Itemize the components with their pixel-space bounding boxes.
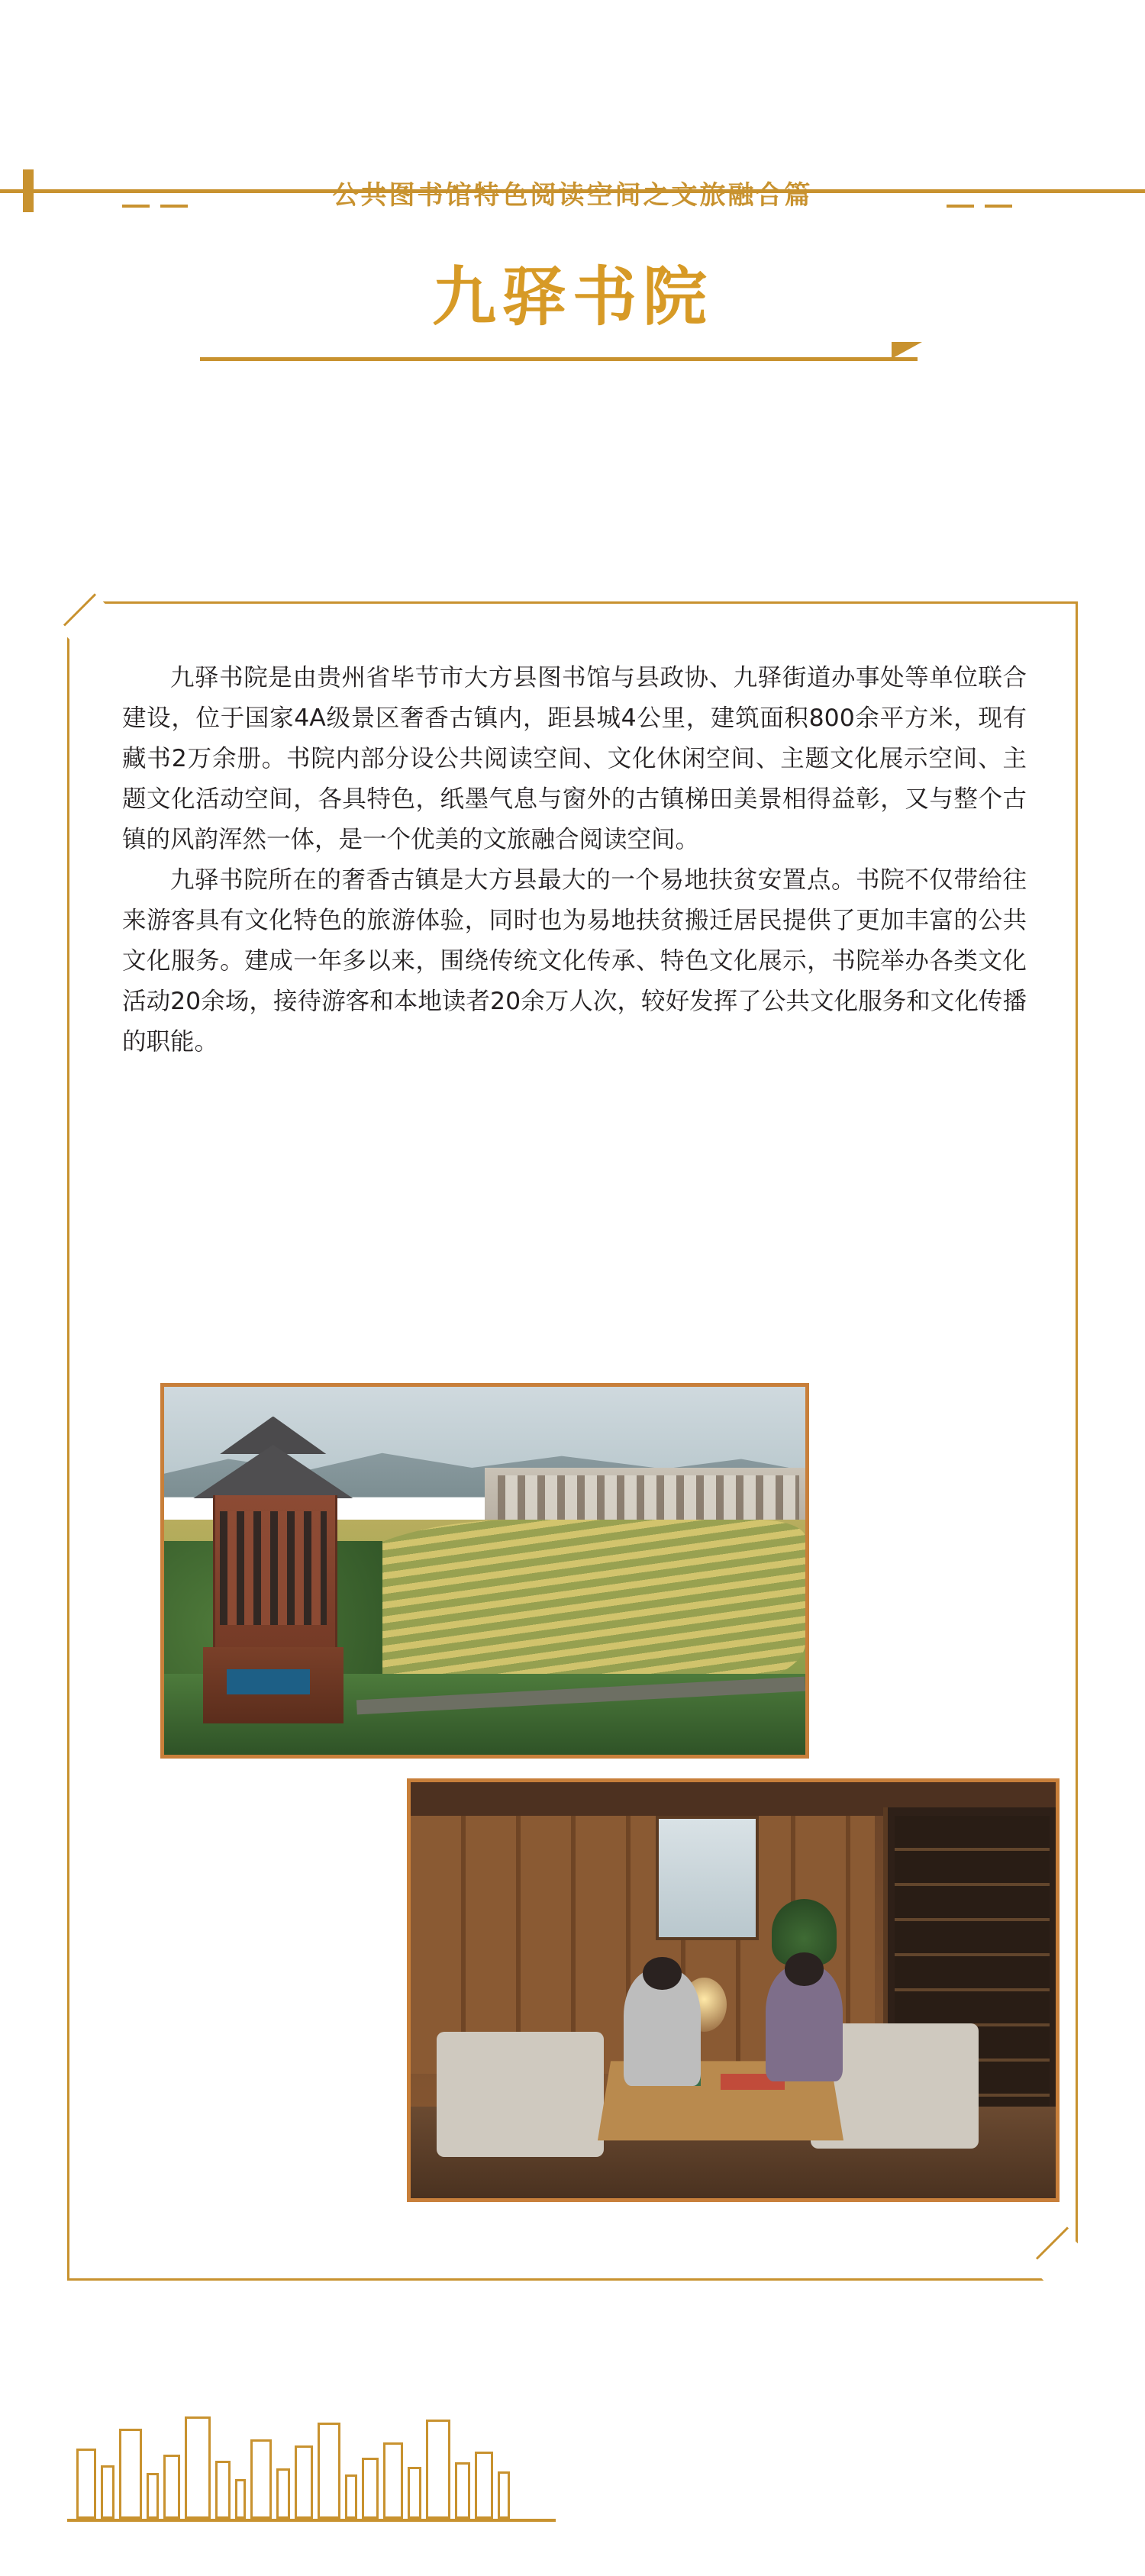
book-shape [345, 2474, 357, 2519]
reader-left-head [643, 1957, 682, 1991]
article-paragraph-2: 九驿书院所在的奢香古镇是大方县最大的一个易地扶贫安置点。书院不仅带给往来游客具有文化特色的旅游体验，同时也为易地扶贫搬迁居民提供了更加丰富的公共文化服务。建成一年多以来，围绕传统文化传承、特色文化展示，书院举办各类文化活动20余场，接待游客和本地读者20余万人次，较好发挥了公共文化服务和文化传播的职能。 [122, 866, 1027, 1056]
photo-exterior-tower-terraced-fields [160, 1383, 809, 1759]
book-shape [475, 2452, 493, 2519]
footer-baseline [67, 2519, 556, 2522]
page-header [0, 0, 1145, 229]
window [656, 1816, 759, 1941]
photo-interior-reading-room [407, 1778, 1060, 2202]
book-shape [147, 2473, 159, 2519]
book-shape [295, 2445, 313, 2519]
book-shape [455, 2462, 470, 2519]
book-shape [408, 2467, 421, 2519]
tower-sign [227, 1669, 310, 1694]
pagoda-tower [190, 1417, 356, 1733]
sofa-left [437, 2032, 605, 2157]
book-shape [215, 2461, 231, 2519]
article-paragraph-1: 九驿书院是由贵州省毕节市大方县图书馆与县政协、九驿街道办事处等单位联合建设，位于国家4A级景区奢香古镇内，距县城4公里，建筑面积800余平方米，现有藏书2万余册。书院内部分设公共阅读空间、文化休闲空间、主题文化展示空间、主题文化活动空间，各具特色，纸墨气息与窗外的古镇梯田美景相得益彰，又与整个古镇的风韵浑然一体，是一个优美的文旅融合阅读空间。 [122, 664, 1027, 853]
title-underline [200, 357, 918, 361]
reader-right-head [785, 1952, 824, 1986]
book-shape [426, 2420, 450, 2519]
book-shape [362, 2458, 379, 2519]
header-banner-title: 公共图书馆特色阅读空间之文旅融合篇 [332, 181, 813, 210]
page-footer [0, 2343, 1145, 2576]
terraced-fields [331, 1520, 805, 1696]
book-shape [276, 2468, 290, 2519]
book-shape [318, 2423, 340, 2519]
book-shape [383, 2442, 403, 2519]
page-title: 九驿书院 [431, 260, 713, 334]
book-shape [498, 2471, 510, 2519]
book-shape [250, 2439, 272, 2519]
book-shape [235, 2479, 246, 2519]
title-block [0, 229, 1145, 427]
article-body [122, 658, 1027, 1062]
book-shape [185, 2416, 211, 2519]
book-shape [163, 2455, 180, 2519]
tower-roof-middle [193, 1445, 353, 1498]
tower-windows [220, 1511, 327, 1625]
book-shape [101, 2465, 114, 2519]
bookshelf-ornament-icon [76, 2416, 510, 2519]
book-shape [76, 2449, 96, 2519]
title-arrow-ornament [892, 342, 922, 359]
book-shape [119, 2429, 142, 2519]
